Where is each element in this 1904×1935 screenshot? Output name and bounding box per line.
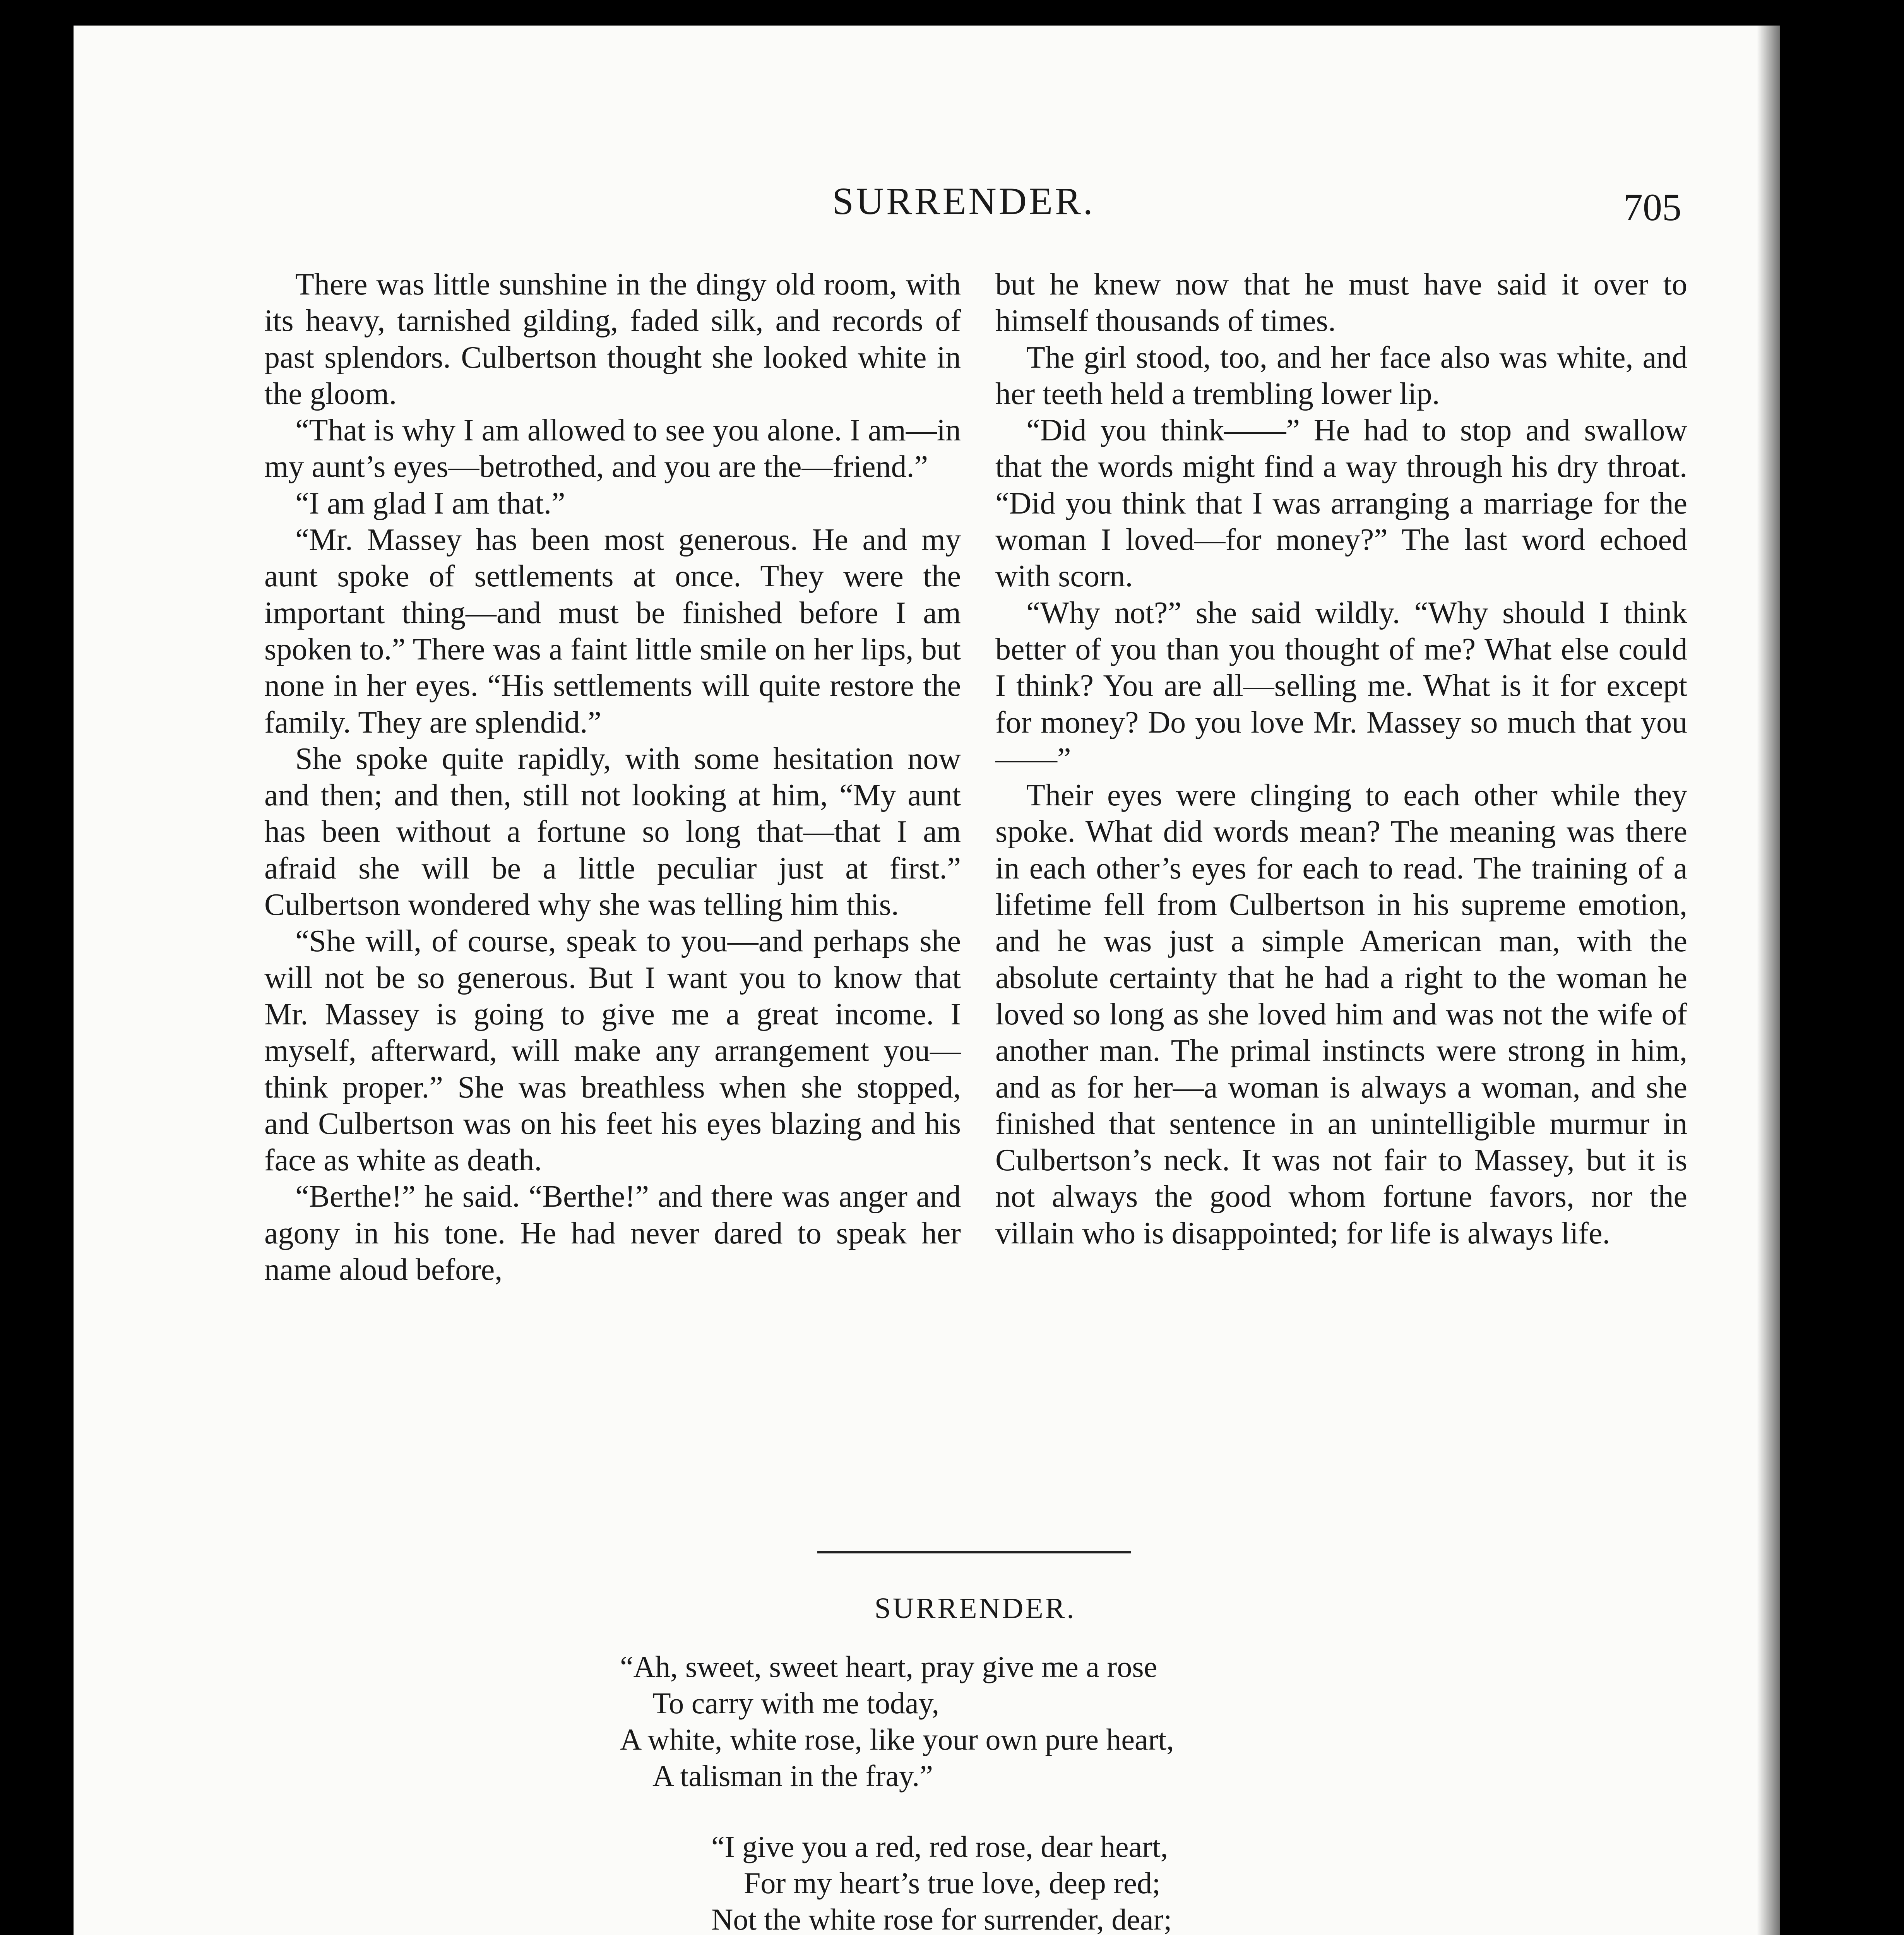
paragraph: The girl stood, too, and her face also was white, and her teeth held a trembling lower lip. (995, 340, 1687, 411)
paragraph: “I am glad I am that.” (295, 486, 565, 521)
page-number: 705 (1623, 186, 1681, 229)
story-left-column (264, 266, 961, 1288)
page-edge-shadow (1757, 26, 1780, 1935)
paragraph: “Mr. Massey has been most generous. He and my aunt spoke of settlements at once. They were the important thing—and must be finished before I am spoken to.” There was a faint little smile on her lips, but none in her eyes. “His settlements will quite restore the family. They are splendid.” (264, 523, 961, 740)
section-divider (817, 1551, 1131, 1553)
paragraph: “Why not?” she said wildly. “Why should I think better of you than you thought of me? What else could I think? You are all—selling me. What is it for except for money? Do you love Mr. Massey so much that you——” (995, 596, 1687, 776)
poem-line: “I give you a red, red rose, dear heart, (711, 1830, 1168, 1863)
paragraph: but he knew now that he must have said it over to himself thousands of times. (995, 267, 1687, 338)
poem-line: Not the white rose for surrender, dear; (711, 1902, 1172, 1935)
poem-line: A talisman in the fray.” (652, 1759, 933, 1793)
paragraph: “Did you think——” He had to stop and swallow that the words might find a way through his dry throat. “Did you think that I was arranging a marriage for the woman I loved—for money?” The last word echoed with scorn. (995, 413, 1687, 594)
story-right-column (995, 266, 1687, 1252)
poem-stanza (711, 1829, 1172, 1935)
poem-title: SURRENDER. (874, 1592, 1076, 1625)
paragraph: Their eyes were clinging to each other while they spoke. What did words mean? The meaning was there in each other’s eyes for each to read. The training of a lifetime fell from Culbertson in his supreme emotion, and he was just a simple American man, with the absolute certainty that he had a right to the woman he loved so long as she loved him and was not the wife of another man. The primal instincts were strong in him, and as for her—a woman is always a woman, and she finished that sentence in an unintelligible murmur in Culbertson’s neck. It was not fair to Massey, but it is not always the good whom fortune favors, nor the villain who is disappointed; for life is always life. (995, 778, 1687, 1250)
paragraph: She spoke quite rapidly, with some hesitation now and then; and then, still not looking at him, “My aunt has been without a fortune so long that—that I am afraid she will be a little peculiar just at first.” Culbertson wondered why she was telling him this. (264, 741, 961, 922)
poem-line: For my heart’s true love, deep red; (744, 1866, 1161, 1900)
poem-stanza (620, 1649, 1174, 1794)
poem-line: A white, white rose, like your own pure heart, (620, 1723, 1174, 1756)
paragraph: There was little sunshine in the dingy old room, with its heavy, tarnished gilding, faded silk, and records of past splendors. Culbertson thought she looked white in the gloom. (264, 267, 961, 411)
paragraph: “That is why I am allowed to see you alone. I am—in my aunt’s eyes—betrothed, and you are the—friend.” (264, 413, 961, 484)
paragraph: “She will, of course, speak to you—and perhaps she will not be so generous. But I want you to know that Mr. Massey is going to give me a great income. I myself, afterward, will make any arrangement you—think proper.” She was breathless when she stopped, and Culbertson was on his feet his eyes blazing and his face as white as death. (264, 924, 961, 1178)
running-header-title: SURRENDER. (832, 180, 1095, 223)
poem-line: To carry with me today, (652, 1686, 940, 1720)
poem-line: “Ah, sweet, sweet heart, pray give me a rose (620, 1650, 1157, 1683)
paragraph: “Berthe!” he said. “Berthe!” and there was anger and agony in his tone. He had never dared to speak her name aloud before, (264, 1180, 961, 1287)
